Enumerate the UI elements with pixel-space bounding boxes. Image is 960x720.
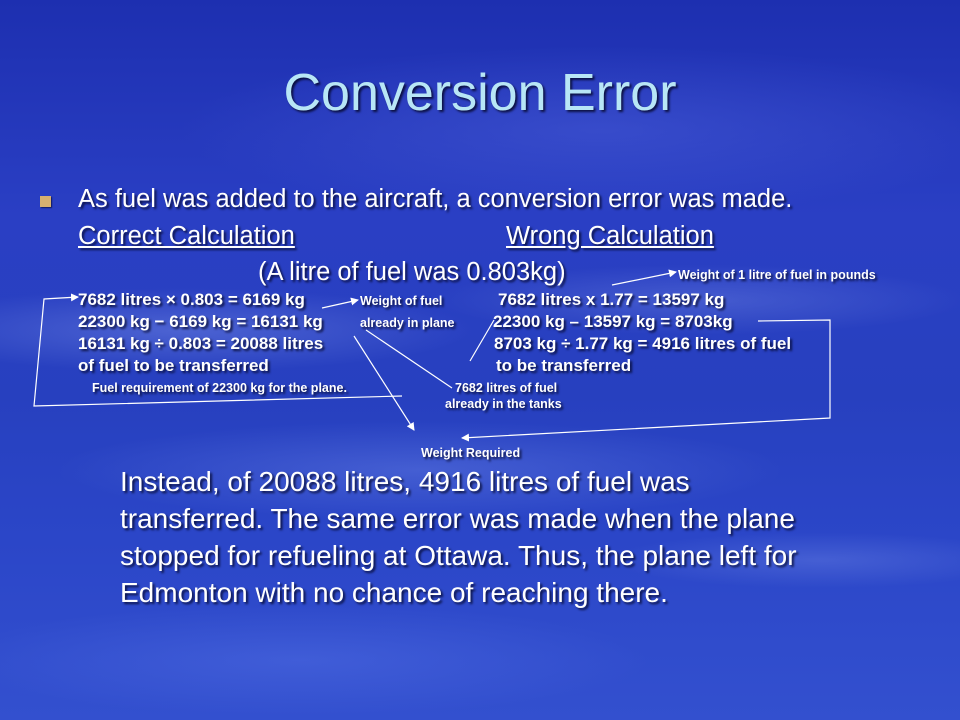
weight-of-fuel-label: Weight of fuel (360, 294, 443, 308)
wrong-line-1: 7682 litres x 1.77 = 13597 kg (498, 290, 725, 309)
arrow-already-in-plane (470, 320, 494, 361)
arrow-weight-of-fuel (322, 300, 358, 308)
litres-in-tanks-line-2: already in the tanks (445, 397, 562, 411)
fuel-requirement-note: Fuel requirement of 22300 kg for the plane. (92, 381, 347, 395)
bullet-text: As fuel was added to the aircraft, a conversion error was made. (78, 185, 793, 213)
arrow-wrong-loop (462, 320, 830, 438)
arrow-tanks-to-wrong-line (366, 330, 452, 388)
paragraph-line-1: Instead, of 20088 litres, 4916 litres of fuel was (120, 466, 690, 497)
arrow-weight-required (354, 336, 414, 430)
wrong-calculation-heading: Wrong Calculation (506, 222, 714, 250)
paragraph-line-2: transferred. The same error was made when the plane (120, 503, 795, 534)
wrong-line-2: 22300 kg – 13597 kg = 8703kg (493, 312, 733, 331)
correct-line-3: 16131 kg ÷ 0.803 = 20088 litres (78, 334, 324, 353)
correct-line-1: 7682 litres × 0.803 = 6169 kg (78, 290, 305, 309)
paragraph-line-4: Edmonton with no chance of reaching there. (120, 577, 668, 608)
arrow-pounds-note (612, 272, 676, 285)
litre-weight-note: (A litre of fuel was 0.803kg) (258, 258, 566, 286)
correct-line-2: 22300 kg − 6169 kg = 16131 kg (78, 312, 323, 331)
weight-required-label: Weight Required (421, 446, 521, 460)
slide-title: Conversion Error (283, 64, 677, 122)
correct-calculation-heading: Correct Calculation (78, 222, 295, 250)
correct-line-4: of fuel to be transferred (78, 356, 269, 375)
wrong-line-4: to be transferred (496, 356, 632, 375)
arrow-requirement-to-subtraction (34, 297, 402, 406)
litres-in-tanks-line-1: 7682 litres of fuel (455, 381, 558, 395)
weight-pounds-note: Weight of 1 litre of fuel in pounds (678, 268, 876, 282)
already-in-plane-label: already in plane (360, 316, 455, 330)
paragraph-line-3: stopped for refueling at Ottawa. Thus, the plane left for (120, 540, 797, 571)
wrong-line-3: 8703 kg ÷ 1.77 kg = 4916 litres of fuel (494, 334, 792, 353)
